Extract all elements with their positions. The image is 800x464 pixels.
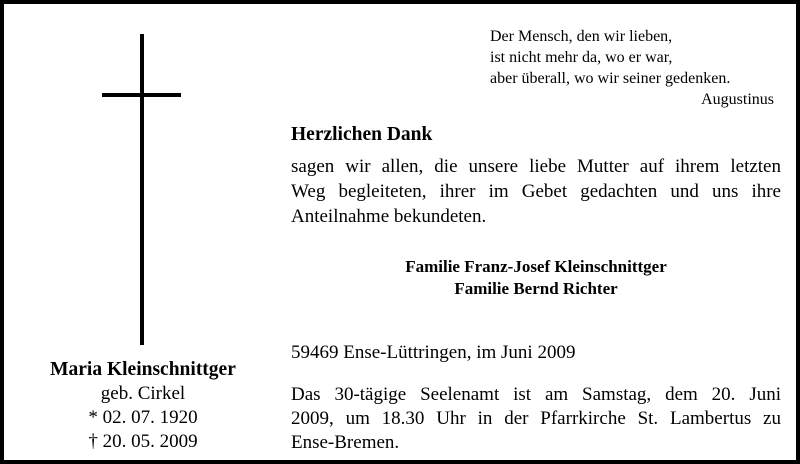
quote-author: Augustinus <box>701 91 774 108</box>
quote-line: Der Mensch, den wir lieben, <box>490 28 673 45</box>
thanks-line: Anteilnahme bekundeten. <box>291 206 487 227</box>
requiem-line: 2009, um 18.30 Uhr in der Pfarrkirche St. Lambertus zu <box>291 408 781 429</box>
birth-date: * 02. 07. 1920 <box>88 407 198 428</box>
family-name: Familie Franz-Josef Kleinschnittger <box>405 257 667 276</box>
family-name: Familie Bernd Richter <box>454 279 618 298</box>
thanks-text <box>291 154 781 229</box>
place-date: 59469 Ense-Lüttringen, im Juni 2009 <box>291 342 576 363</box>
family-signatures <box>291 256 781 300</box>
thanks-heading: Herzlichen Dank <box>291 124 433 145</box>
quote-line: aber überall, wo wir seiner gedenken. <box>490 70 731 87</box>
death-date: † 20. 05. 2009 <box>88 431 198 452</box>
maiden-name: geb. Cirkel <box>100 383 186 404</box>
requiem-line: Das 30-tägige Seelenamt ist am Samstag, dem 20. Juni <box>291 384 781 405</box>
quote-line: ist nicht mehr da, wo er war, <box>490 49 673 66</box>
thanks-line: sagen wir allen, die unsere liebe Mutter auf ihrem letzten <box>291 156 781 177</box>
thanks-line: Weg begleiteten, ihrer im Gebet gedachten und uns ihre <box>291 181 781 202</box>
deceased-info <box>24 358 262 454</box>
deceased-name: Maria Kleinschnittger <box>50 359 236 380</box>
cross-icon <box>140 34 144 345</box>
requiem-text <box>291 383 781 455</box>
quote-block <box>490 26 780 110</box>
cross-icon-crossbar <box>102 93 181 97</box>
requiem-line: Ense-Bremen. <box>291 432 400 453</box>
